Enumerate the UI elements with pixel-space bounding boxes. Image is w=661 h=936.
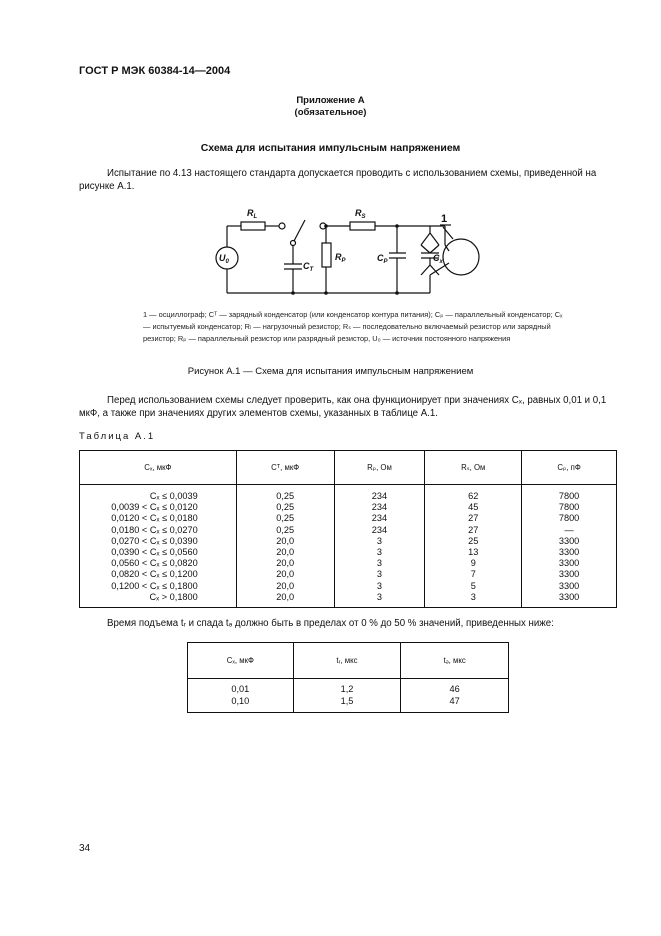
table-cell: 3300 <box>522 592 617 608</box>
table-cell: 3300 <box>522 547 617 558</box>
table-cell: 45 <box>425 502 522 513</box>
table-cell: 3300 <box>522 569 617 580</box>
label-cp: $C_P$ <box>377 253 388 265</box>
table-cell: 25 <box>425 536 522 547</box>
table-cell: 5 <box>425 581 522 592</box>
table-cell: 27 <box>425 513 522 524</box>
table-cell: 3 <box>425 592 522 608</box>
table-row <box>188 696 509 713</box>
table-cell: 0,01 <box>188 679 294 696</box>
table-cell: 62 <box>425 485 522 503</box>
table-rise-fall-header-td: tₔ, мкс <box>401 643 509 679</box>
table-row <box>80 592 617 608</box>
appendix-heading <box>0 95 661 119</box>
table-a1-header-ct: Cᵀ, мкФ <box>236 451 334 485</box>
intro-text: Испытание по 4.13 настоящего стандарта допускается проводить с использованием схемы, приведенной на рисунке А.1. <box>79 168 597 192</box>
table-cell: 7800 <box>522 485 617 503</box>
load-resistor-symbol <box>241 222 265 230</box>
table-cell: 3 <box>334 547 425 558</box>
table-row <box>188 679 509 696</box>
table-cell: 234 <box>334 502 425 513</box>
table-rise-fall <box>187 642 509 713</box>
table-a1-header-rs: Rₛ, Ом <box>425 451 522 485</box>
table-row <box>80 502 617 513</box>
table-cell: 7800 <box>522 513 617 524</box>
table-cell: 3300 <box>522 536 617 547</box>
document-header: ГОСТ Р МЭК 60384-14—2004 <box>79 65 231 77</box>
figure-legend: 1 — осциллограф; Cᵀ — зарядный конденсатор (или конденсатор контура питания); Cₚ — параллельный конденсатор; Cₓ — испытуемый конденсатор; Rₗ — нагрузочный резистор; Rₛ — последовательно включаемый резистор или зарядный резистор; Rₚ — параллельный резистор или разрядный резистор, U₀ — источник постоянного напряжения <box>143 310 563 343</box>
appendix-subtitle: (обязательное) <box>294 107 367 118</box>
series-resistor-symbol <box>350 222 375 230</box>
table-cell: Cₓ ≤ 0,0039 <box>80 485 237 503</box>
table-cell: 3 <box>334 581 425 592</box>
table-cell: 3300 <box>522 581 617 592</box>
label-u0: $U_0$ <box>219 253 229 265</box>
table-a1-header-cp: Cₚ, пФ <box>522 451 617 485</box>
table-row <box>80 569 617 580</box>
circuit-diagram <box>205 205 490 303</box>
table-cell: — <box>522 525 617 536</box>
table-cell: 46 <box>401 679 509 696</box>
table-cell: 13 <box>425 547 522 558</box>
table-rise-fall-header-cx: Cₓ, мкФ <box>188 643 294 679</box>
table-row <box>80 485 617 503</box>
figure-caption: Рисунок А.1 — Схема для испытания импульсным напряжением <box>187 366 474 377</box>
table-cell: Cₓ > 0,1800 <box>80 592 237 608</box>
table-cell: 0,0820 < Cₓ ≤ 0,1200 <box>80 569 237 580</box>
label-rp: $R_P$ <box>335 252 346 264</box>
table-cell: 47 <box>401 696 509 713</box>
table-cell: 0,10 <box>188 696 294 713</box>
page-number: 34 <box>79 843 91 854</box>
table-cell: 0,0560 < Cₓ ≤ 0,0820 <box>80 558 237 569</box>
table-cell: 20,0 <box>236 592 334 608</box>
rise-paragraph <box>79 617 617 630</box>
check-text: Перед использованием схемы следует проверить, как она функционирует при значениях Cₓ, равных 0,01 и 0,1 мкФ, а также при значениях других элементов схемы, указанных в таблице А.1. <box>79 395 607 419</box>
table-cell: 20,0 <box>236 581 334 592</box>
table-cell: 3300 <box>522 558 617 569</box>
table-cell: 234 <box>334 525 425 536</box>
table-cell: 3 <box>334 558 425 569</box>
table-cell: 0,0039 < Cₓ ≤ 0,0120 <box>80 502 237 513</box>
label-rs: $R_S$ <box>355 208 366 220</box>
table-cell: 234 <box>334 485 425 503</box>
table-rise-fall-header-row <box>188 643 509 679</box>
table-cell: 20,0 <box>236 536 334 547</box>
label-rl: $R_L$ <box>247 208 258 220</box>
appendix-title: Приложение А <box>296 95 365 106</box>
table-cell: 1,2 <box>293 679 401 696</box>
table-rise-fall-header-tr: tᵣ, мкс <box>293 643 401 679</box>
table-a1-header-cx: Cₓ, мкФ <box>80 451 237 485</box>
table-cell: 0,0270 < Cₓ ≤ 0,0390 <box>80 536 237 547</box>
table-cell: 0,25 <box>236 502 334 513</box>
table-a1 <box>79 450 617 608</box>
label-cx: $C_x$ <box>433 253 443 265</box>
oscilloscope-symbol <box>443 239 479 275</box>
table-cell: 20,0 <box>236 547 334 558</box>
table-cell: 0,25 <box>236 513 334 524</box>
rise-text: Время подъема tᵣ и спада tₔ должно быть в пределах от 0 % до 50 % значений, приведенных ниже: <box>107 618 554 629</box>
table-cell: 9 <box>425 558 522 569</box>
table-cell: 7 <box>425 569 522 580</box>
table-cell: 20,0 <box>236 569 334 580</box>
table-cell: 0,25 <box>236 485 334 503</box>
section-title: Схема для испытания импульсным напряжением <box>200 142 461 154</box>
table-row <box>80 581 617 592</box>
intro-paragraph <box>79 167 617 193</box>
table1-label: Таблица А.1 <box>79 431 156 442</box>
table-cell: 1,5 <box>293 696 401 713</box>
check-paragraph <box>79 394 617 420</box>
table-row <box>80 536 617 547</box>
label-ct: $C_T$ <box>303 261 314 273</box>
table-cell: 0,0120 < Cₓ ≤ 0,0180 <box>80 513 237 524</box>
table-a1-header-rp: Rₚ, Ом <box>334 451 425 485</box>
table-cell: 0,0390 < Cₓ ≤ 0,0560 <box>80 547 237 558</box>
table-cell: 234 <box>334 513 425 524</box>
table-cell: 0,1200 < Cₓ ≤ 0,1800 <box>80 581 237 592</box>
table-row <box>80 558 617 569</box>
table-row <box>80 513 617 524</box>
table-row <box>80 525 617 536</box>
table-cell: 20,0 <box>236 558 334 569</box>
table-cell: 3 <box>334 592 425 608</box>
label-oscilloscope-number: 1 <box>441 213 448 225</box>
table-cell: 3 <box>334 536 425 547</box>
parallel-resistor-symbol <box>322 243 331 267</box>
table-cell: 3 <box>334 569 425 580</box>
table-cell: 0,0180 < Cₓ ≤ 0,0270 <box>80 525 237 536</box>
table-cell: 27 <box>425 525 522 536</box>
table-row <box>80 547 617 558</box>
table-a1-header-row <box>80 451 617 485</box>
table-cell: 7800 <box>522 502 617 513</box>
table-cell: 0,25 <box>236 525 334 536</box>
